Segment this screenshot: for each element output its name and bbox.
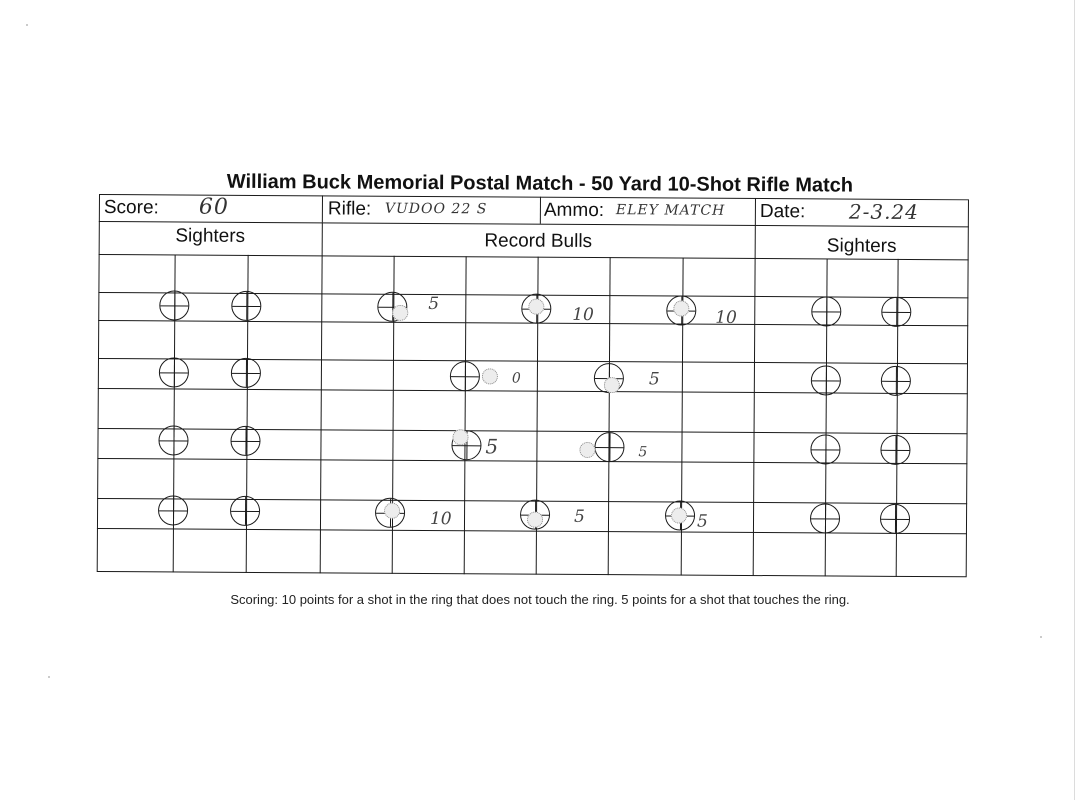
sighter-target [811, 365, 841, 395]
record-bull-score: 10 [572, 304, 594, 326]
shot-hole [527, 512, 543, 528]
record-bull-score: 0 [511, 370, 521, 387]
date-value: 2-3.24 [848, 199, 919, 225]
record-bull-score: 5 [485, 434, 499, 459]
shot-hole [671, 508, 687, 524]
sighter-target [880, 504, 910, 534]
record-bull-score: 5 [428, 294, 440, 315]
ammo-value: ELEY MATCH [615, 202, 726, 219]
record-bull-score: 5 [638, 444, 648, 461]
record-bull-score: 10 [715, 307, 737, 328]
page-edge [1074, 0, 1075, 800]
shot-hole [528, 299, 544, 315]
ammo-label: Ammo: [543, 199, 605, 222]
date-label: Date: [759, 201, 806, 223]
shot-hole [452, 429, 468, 445]
header-col-divider [755, 198, 756, 225]
sighter-target [810, 503, 840, 533]
score-sheet [97, 194, 969, 577]
shot-hole [579, 442, 595, 458]
record-bull-score: 5 [573, 506, 585, 527]
record-bull-score: 5 [648, 369, 660, 390]
sighter-target [881, 366, 911, 396]
sighter-target [158, 425, 188, 455]
sighter-target [159, 290, 189, 320]
shot-hole [384, 503, 400, 519]
section-record-bulls: Record Bulls [484, 230, 593, 253]
record-bull-score: 5 [696, 511, 708, 532]
header-col-divider [322, 195, 323, 222]
sighter-target [159, 357, 189, 387]
scoring-note: Scoring: 10 points for a shot in the ring that does not touch the ring. 5 points for a shot that touches the ring. [230, 592, 850, 607]
sighter-target [231, 291, 261, 321]
sighter-target [810, 434, 840, 464]
sighter-target [230, 426, 260, 456]
shot-hole [604, 377, 620, 393]
rifle-label: Rifle: [327, 198, 372, 220]
page-title: William Buck Memorial Postal Match - 50 Yard 10-Shot Rifle Match [226, 170, 854, 197]
sighter-target [230, 496, 260, 526]
sighter-target [158, 495, 188, 525]
scan-speck [26, 24, 28, 26]
record-bull-score: 10 [429, 509, 452, 530]
shot-hole [482, 368, 498, 384]
sighter-target [880, 435, 910, 465]
section-left-sighters: Sighters [175, 225, 246, 247]
shot-hole [392, 305, 408, 321]
score-value: 60 [198, 194, 229, 220]
sighter-target [881, 297, 911, 327]
scan-speck [48, 676, 50, 678]
scan-speck [1040, 636, 1042, 638]
record-bull-target [450, 361, 480, 391]
record-bull-target [594, 432, 624, 462]
header-col-divider [540, 197, 541, 224]
sighter-target [231, 358, 261, 388]
rifle-value: VUDOO 22 S [384, 200, 488, 218]
score-label: Score: [103, 197, 159, 219]
shot-hole [673, 301, 689, 317]
section-right-sighters: Sighters [826, 235, 897, 257]
sighter-target [811, 296, 841, 326]
